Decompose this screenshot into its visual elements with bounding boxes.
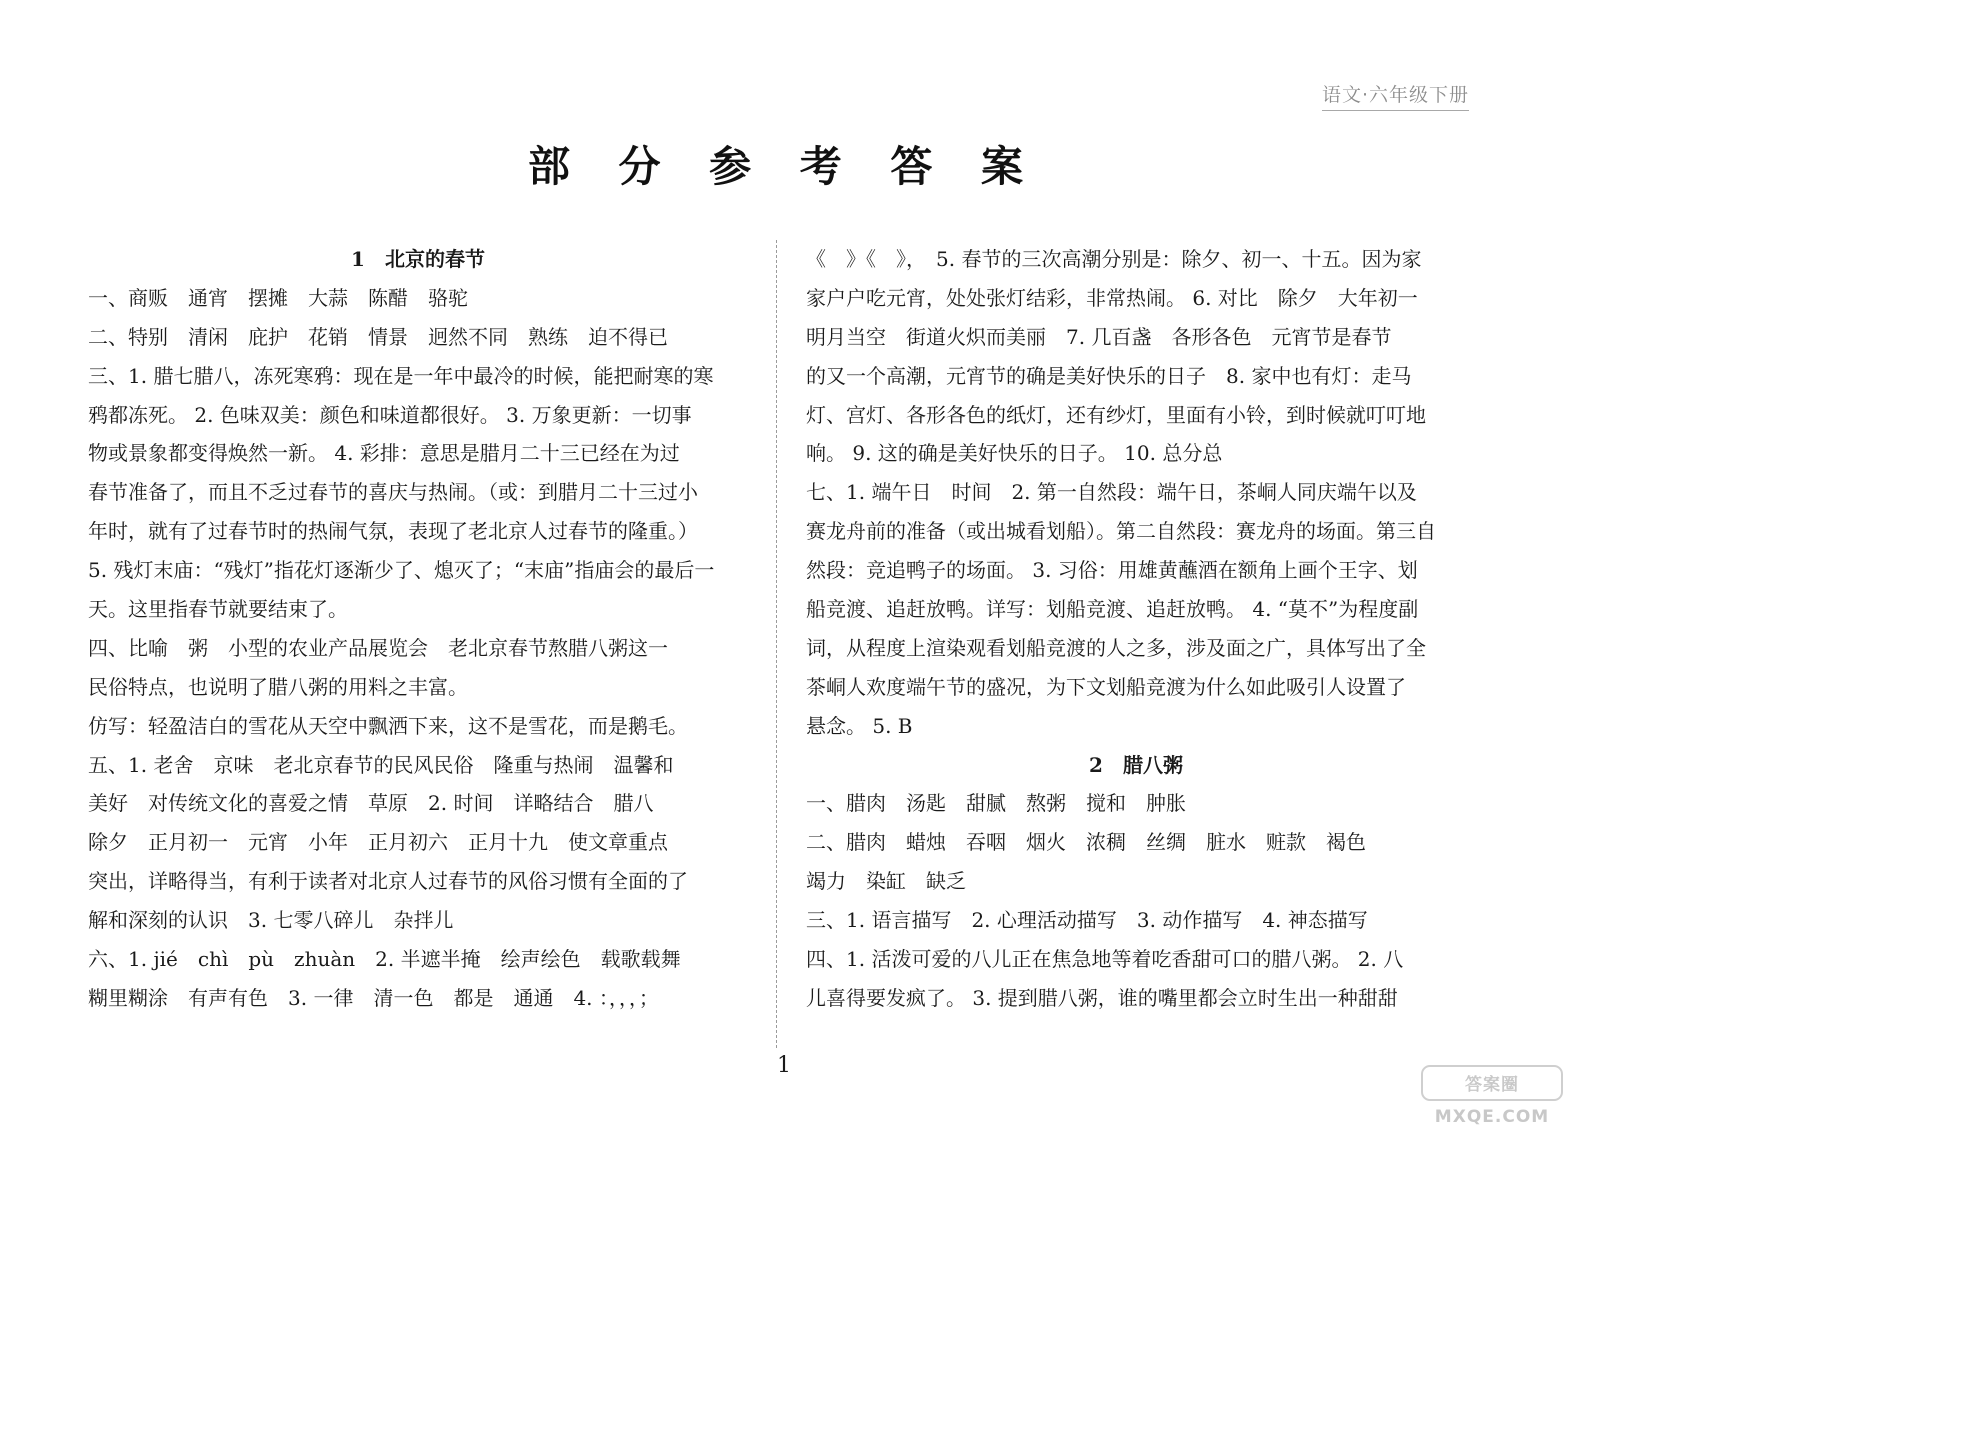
left-column [88,240,748,1018]
watermark-line1: 答案圈 [1465,1075,1519,1095]
answer-line: 糊里糊涂 有声有色 3. 一律 清一色 都是 通通 4. ：，，，； [88,985,659,1010]
answer-line: 一、腊肉 汤匙 甜腻 熬粥 搅和 肿胀 [806,791,1186,816]
answer-line: 的又一个高潮，元宵节的确是美好快乐的日子 8. 家中也有灯：走马 [806,363,1412,388]
answer-line: 除夕 正月初一 元宵 小年 正月初六 正月十九 使文章重点 [88,830,668,855]
answer-line: 明月当空 街道火炽而美丽 7. 几百盏 各形各色 元宵节是春节 [806,324,1392,349]
answer-line: 民俗特点，也说明了腊八粥的用料之丰富。 [88,674,468,699]
answer-line: 年时，就有了过春节时的热闹气氛，表现了老北京人过春节的隆重。） [88,519,698,544]
answer-line: 二、特别 清闲 庇护 花销 情景 迥然不同 熟练 迫不得已 [88,324,668,349]
answer-line: 三、1. 语言描写 2. 心理活动描写 3. 动作描写 4. 神态描写 [806,908,1368,933]
answer-line: 突出，详略得当，有利于读者对北京人过春节的风俗习惯有全面的了 [88,869,688,894]
answer-line: 美好 对传统文化的喜爱之情 草原 2. 时间 详略结合 腊八 [88,791,654,816]
answer-line: 五、1. 老舍 京味 老北京春节的民风民俗 隆重与热闹 温馨和 [88,752,674,777]
page-title: 部 分 参 考 答 案 [527,142,1041,191]
answer-line: 茶峒人欢度端午节的盛况，为下文划船竞渡为什么如此吸引人设置了 [806,674,1406,699]
answer-line: 响。 9. 这的确是美好快乐的日子。 10. 总分总 [806,441,1223,466]
section-title-1: 1 北京的春节 [351,247,485,271]
answer-line: 三、1. 腊七腊八，冻死寒鸦：现在是一年中最冷的时候，能把耐寒的寒 [88,363,714,388]
answer-line: 春节准备了，而且不乏过春节的喜庆与热闹。（或：到腊月二十三过小 [88,480,698,505]
answer-line: 六、1. jié chì pù zhuàn 2. 半遮半掩 绘声绘色 载歌载舞 [88,947,681,972]
answer-line: 解和深刻的认识 3. 七零八碎儿 杂拌儿 [88,908,454,933]
answer-line: 灯、宫灯、各形各色的纸灯，还有纱灯，里面有小铃，到时候就叮叮地 [806,402,1426,427]
answer-line: 七、1. 端午日 时间 2. 第一自然段：端午日，茶峒人同庆端午以及 [806,480,1417,505]
answer-line: 天。这里指春节就要结束了。 [88,597,348,622]
answer-line: 悬念。 5. B [806,713,913,738]
answer-line: 家户户吃元宵，处处张灯结彩，非常热闹。 6. 对比 除夕 大年初一 [806,285,1418,310]
answer-line: 鸦都冻死。 2. 色味双美：颜色和味道都很好。 3. 万象更新：一切事 [88,402,692,427]
watermark-logo [1418,1060,1568,1133]
answer-line: 二、腊肉 蜡烛 吞咽 烟火 浓稠 丝绸 脏水 赃款 褐色 [806,830,1366,855]
answer-line: 《 》《 》， 5. 春节的三次高潮分别是：除夕、初一、十五。因为家 [806,247,1422,271]
header-subject-tag: 语文·六年级下册 [1322,80,1469,111]
page-number: 1 [777,1053,791,1078]
answer-line: 四、比喻 粥 小型的农业产品展览会 老北京春节熬腊八粥这一 [88,635,668,660]
answer-line: 四、1. 活泼可爱的八儿正在焦急地等着吃香甜可口的腊八粥。 2. 八 [806,947,1404,972]
watermark-line2: MXQE.COM [1434,1107,1550,1127]
answer-line: 5. 残灯末庙：“残灯”指花灯逐渐少了、熄灭了；“末庙”指庙会的最后一 [88,558,715,583]
answer-line: 竭力 染缸 缺乏 [806,869,966,894]
answer-line: 船竞渡、追赶放鸭。详写：划船竞渡、追赶放鸭。 4. “莫不”为程度副 [806,597,1419,622]
answer-line: 仿写：轻盈洁白的雪花从天空中飘洒下来，这不是雪花，而是鹅毛。 [88,713,688,738]
answer-line: 赛龙舟前的准备（或出城看划船）。第二自然段：赛龙舟的场面。第三自 [806,519,1436,544]
answer-line: 儿喜得要发疯了。 3. 提到腊八粥，谁的嘴里都会立时生出一种甜甜 [806,985,1398,1010]
answer-line: 词，从程度上渲染观看划船竞渡的人之多，涉及面之广，具体写出了全 [806,635,1426,660]
column-divider [776,240,777,1048]
right-column [806,240,1466,1018]
answer-line: 一、商贩 通宵 摆摊 大蒜 陈醋 骆驼 [88,285,468,310]
answer-line: 物或景象都变得焕然一新。 4. 彩排：意思是腊月二十三已经在为过 [88,441,680,466]
section-title-2: 2 腊八粥 [1089,752,1183,777]
answer-line: 然段：竞追鸭子的场面。 3. 习俗：用雄黄蘸酒在额角上画个王字、划 [806,558,1418,583]
